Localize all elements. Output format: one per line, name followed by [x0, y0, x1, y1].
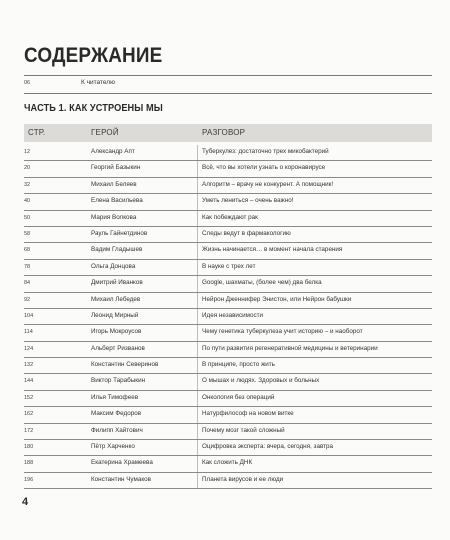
column-divider — [197, 227, 198, 242]
row-talk: Почему мозг такой сложный — [202, 426, 285, 434]
row-talk: Натурфилософ на новом витке — [202, 410, 294, 418]
table-row — [24, 424, 432, 440]
column-divider — [197, 424, 198, 439]
row-hero: Александр Апт — [91, 148, 135, 155]
row-page-number: 188 — [24, 460, 34, 467]
row-page-number: 78 — [24, 263, 31, 270]
column-divider — [197, 456, 198, 471]
intro-row — [24, 77, 432, 93]
row-hero: Михаил Беляев — [91, 180, 137, 188]
table-row — [24, 407, 432, 423]
column-divider — [197, 374, 198, 389]
row-hero: Рауль Гайнетдинов — [91, 229, 148, 237]
page-number: 4 — [22, 496, 29, 508]
table-row — [24, 227, 432, 243]
row-page-number: 152 — [24, 394, 34, 401]
table-header — [24, 124, 432, 142]
part-title: ЧАСТЬ 1. КАК УСТРОЕНЫ МЫ — [24, 103, 163, 114]
intro-rule — [24, 93, 432, 94]
column-divider — [197, 407, 198, 422]
column-divider — [197, 211, 198, 226]
row-page-number: 84 — [24, 280, 31, 287]
row-talk: В принципе, просто жить — [202, 361, 275, 369]
row-hero: Елена Васильева — [91, 197, 143, 205]
table-row — [24, 194, 432, 210]
row-hero: Альберт Ризванов — [91, 344, 145, 352]
row-page-number: 20 — [24, 165, 31, 172]
table-row — [24, 374, 432, 390]
column-divider — [197, 276, 198, 291]
table-row — [24, 161, 432, 177]
row-hero: Дмитрий Иванков — [91, 279, 143, 287]
row-page-number: 12 — [24, 149, 31, 155]
column-divider — [197, 161, 198, 176]
row-hero: Константин Чумаков — [91, 475, 151, 483]
row-hero: Игорь Мокроусов — [91, 328, 142, 336]
row-page-number: 162 — [24, 411, 34, 418]
row-page-number: 124 — [24, 345, 34, 352]
column-divider — [197, 145, 198, 160]
table-row — [24, 211, 432, 227]
intro-label: К читателю — [81, 79, 115, 86]
row-talk: Следы ведут в фармакологию — [202, 229, 291, 237]
row-page-number: 40 — [24, 198, 31, 205]
row-page-number: 144 — [24, 378, 34, 385]
row-talk: Google, шахматы, (более чем) два белка — [202, 279, 322, 287]
row-talk: По пути развития регенеративной медицины и ветеринарии — [202, 344, 378, 352]
page-title: СОДЕРЖАНИЕ — [24, 44, 163, 67]
column-divider — [197, 243, 198, 258]
row-talk: Чему генетика туберкулеза учит историю – и наоборот — [202, 328, 363, 336]
column-divider — [197, 178, 198, 193]
row-hero: Михаил Лебедев — [91, 295, 141, 303]
header-talk: РАЗГОВОР — [202, 128, 246, 137]
header-page: СТР. — [28, 128, 46, 137]
table-row — [24, 456, 432, 472]
row-hero: Георгий Базыкин — [91, 164, 141, 172]
row-page-number: 68 — [24, 247, 31, 254]
row-hero: Константин Северинов — [91, 361, 159, 369]
row-talk: Как сложить ДНК — [202, 459, 253, 467]
row-talk: Уметь лениться – очень важно! — [202, 197, 294, 205]
column-divider — [197, 325, 198, 340]
row-talk: Жизнь начинается… в момент начала старения — [202, 246, 343, 254]
table-row — [24, 260, 432, 276]
table-row — [24, 243, 432, 259]
column-divider — [197, 342, 198, 357]
row-hero: Ольга Донцова — [91, 262, 136, 270]
row-page-number: 104 — [24, 312, 34, 319]
row-talk: Онкология без операций — [202, 393, 275, 401]
column-divider — [197, 358, 198, 373]
column-divider — [197, 391, 198, 406]
row-page-number: 132 — [24, 362, 34, 369]
column-divider — [197, 440, 198, 455]
column-divider — [197, 293, 198, 308]
row-hero: Леонид Мирный — [91, 311, 139, 319]
row-talk: Как побеждают рак — [202, 213, 258, 221]
table-row — [24, 276, 432, 292]
row-talk: Нейрон Дженнифер Энистон, или Нейрон бабушки — [202, 295, 352, 303]
column-divider — [197, 309, 198, 324]
row-hero: Мария Волкова — [91, 213, 137, 221]
table-row — [24, 309, 432, 325]
table-row — [24, 342, 432, 358]
table-row — [24, 178, 432, 194]
row-page-number: 32 — [24, 181, 31, 188]
table-row — [24, 325, 432, 341]
row-hero: Екатерина Храмеева — [91, 459, 153, 467]
row-hero: Филипп Хайтович — [91, 426, 143, 434]
row-page-number: 114 — [24, 329, 33, 336]
table-row — [24, 440, 432, 456]
row-talk: Оцифровка эксперта: вчера, сегодня, завтра — [202, 443, 334, 451]
row-hero: Вадим Гладышев — [91, 246, 143, 254]
column-divider — [197, 260, 198, 275]
column-divider — [197, 473, 198, 488]
row-hero: Максим Федоров — [91, 410, 142, 418]
row-page-number: 172 — [24, 427, 34, 434]
contents-table — [24, 145, 432, 489]
row-talk: Идея независимости — [202, 311, 264, 319]
row-talk: Планета вирусов и ее люди — [202, 475, 284, 483]
row-hero: Пётр Харченко — [91, 443, 135, 451]
row-page-number: 196 — [24, 476, 34, 483]
row-page-number: 58 — [24, 230, 31, 237]
row-hero: Илья Тимофеев — [91, 393, 139, 401]
header-hero: ГЕРОЙ — [91, 128, 119, 137]
row-talk: О мышах и людях. Здоровых и больных — [202, 377, 320, 385]
table-row — [24, 391, 432, 407]
table-row — [24, 293, 432, 309]
title-rule — [24, 75, 432, 76]
row-talk: Алгоритм – врачу не конкурент. А помощник! — [202, 180, 334, 188]
table-row — [24, 358, 432, 374]
row-talk: В науке с трех лет — [202, 262, 256, 270]
row-page-number: 92 — [24, 296, 31, 303]
row-page-number: 180 — [24, 444, 34, 451]
row-talk: Всё, что вы хотели узнать о коронавирусе — [202, 164, 326, 172]
row-page-number: 50 — [24, 214, 31, 221]
column-divider — [197, 194, 198, 209]
table-row — [24, 473, 432, 489]
row-talk: Туберкулез: достаточно трех микобактерий — [202, 148, 329, 155]
table-row — [24, 145, 432, 161]
row-hero: Виктор Тарабыкин — [91, 377, 146, 385]
intro-page-number: 06 — [24, 80, 31, 86]
